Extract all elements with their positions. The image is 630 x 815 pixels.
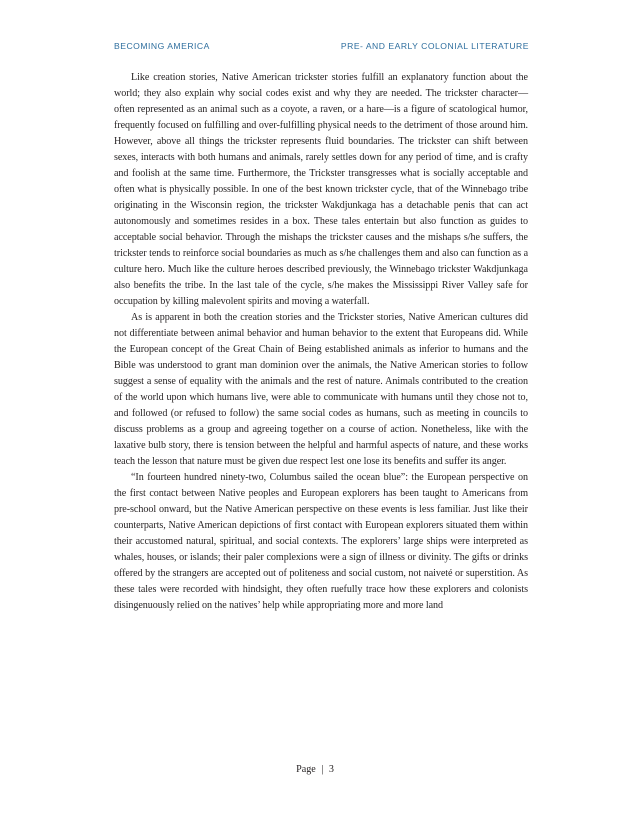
page-label: Page	[296, 764, 316, 775]
header-chapter-title: PRE- AND EARLY COLONIAL LITERATURE	[340, 41, 529, 51]
paragraph-trickster: Like creation stories, Native American trickster stories fulfill an explanatory function about the world; they also explain why social codes exist and why they are needed. The trickster character—often represented as an animal such as a coyote, a raven, or a hare—is a figure of scatological humor, frequently focused on fulfilling and over-fulfilling physical needs to the detriment of those around him. However, above all things the trickster represents fluid boundaries. The trickster can shift between sexes, interacts with both humans and animals, rarely settles down for any period of time, and is crafty and foolish at the same time. Furthermore, the Trickster transgresses what is socially acceptable and often what is physically possible. In one of the best known trickster cycle, that of the Winnebago tribe originating in the Wisconsin region, the trickster Wakdjunkaga has a detachable penis that can act autonomously and sometimes resides in a box. These tales entertain but also function as guides to acceptable social behavior. Through the mishaps the trickster causes and the mishaps s/he suffers, the trickster tends to reinforce social boundaries as much as s/he challenges them and also can function as a culture hero. Much like the culture heroes described previously, the Winnebago trickster Wakdjunkaga also benefits the tribe. In the last tale of the cycle, s/he makes the Mississippi River Valley safe for occupation by killing malevolent spirits and moving a waterfall.	[114, 72, 528, 307]
body-text	[114, 70, 528, 614]
header-book-title: BECOMING AMERICA	[114, 41, 210, 51]
page-separator: |	[321, 764, 324, 775]
running-header	[114, 41, 529, 51]
paragraph-animals: As is apparent in both the creation stories and the Trickster stories, Native American cultures did not differentiate between animal behavior and human behavior to the extent that Europeans did. While the European concept of the Great Chain of Being established animals as inferior to humans and the Bible was understood to grant man dominion over the animals, the Native American stories to follow suggest a sense of equality with the animals and the rest of nature. Animals contributed to the creation of the world upon which humans live, were able to communicate with humans until they chose not to, and followed (or refused to follow) the same social codes as humans, such as meeting in councils to discuss problems as a group and agreeing together on a course of action. Nonetheless, like with the laxative bulb story, there is tension between the helpful and harmful aspects of nature, and these works teach the lesson that nature must be given due respect lest one lose its benefits and suffer its anger.	[114, 312, 528, 467]
paragraph-first-contact: “In fourteen hundred ninety-two, Columbus sailed the ocean blue”: the European perspective on the first contact between Native peoples and European explorers has been taught to Americans from pre-school onward, but the Native American perspective on these events is less familiar. Just like their counterparts, Native American depictions of first contact with European explorers situated them within their accustomed natural, spiritual, and social contexts. The explorers’ large ships were interpreted as whales, houses, or islands; their paler complexions were a sign of illness or divinity. The gifts or drinks offered by the strangers are accepted out of politeness and social custom, not naiveté or superstition. As these tales were recorded with hindsight, they often ruefully trace how these explorers and colonists disingenuously relied on the natives’ help while appropriating more and more land	[114, 472, 528, 611]
page-footer	[0, 764, 630, 775]
page-number: 3	[328, 764, 334, 775]
